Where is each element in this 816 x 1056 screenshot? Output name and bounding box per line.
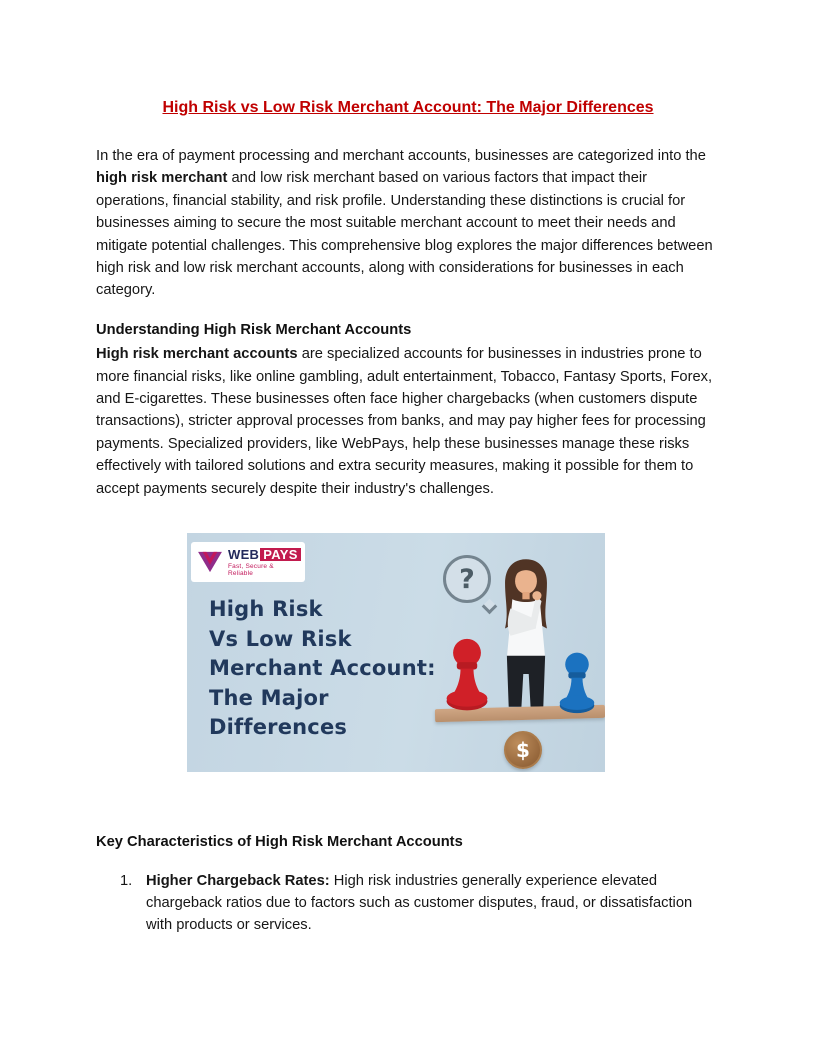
list-item-body: High risk industries generally experience elevated chargeback ratios due to factors such as customer disputes, fraud, or dissatisfaction with products or services. [146,872,693,934]
intro-paragraph [96,145,720,302]
logo-pays-text: PAYS [260,548,300,561]
section-understanding [96,319,720,500]
intro-text-pre: In the era of payment processing and merchant accounts, businesses are categorized into the [96,148,706,164]
banner-title [209,595,436,743]
characteristics-list [96,870,720,937]
list-item-number: 1. [120,872,133,889]
section-heading-understanding: Understanding High Risk Merchant Accounts [96,321,412,338]
understanding-bold-lead: High risk merchant accounts [96,346,298,363]
webpays-logo-icon [197,551,223,573]
dollar-coin-icon [504,731,542,769]
webpays-logo-text [228,548,301,577]
webpays-logo [191,542,305,582]
banner-title-line: Merchant Account: [209,656,436,681]
question-mark-icon: ? [459,563,475,595]
list-item-text [146,870,720,937]
logo-web-text: WEB [228,546,260,562]
banner-title-line: Differences [209,715,348,740]
page-title: High Risk vs Low Risk Merchant Account: The Major Differences [162,99,654,116]
banner-title-line: Vs Low Risk [209,626,352,651]
list-item-label: Higher Chargeback Rates: [146,872,330,889]
list-item [120,870,720,937]
intro-text-post: and low risk merchant based on various factors that impact their operations, financial stability, and risk profile. Understanding these distinctions is crucial for businesses aiming to secure the most suitable merchant account to meet their needs and mitigate potential challenges. This comprehensive blog explores the major differences between high risk and low risk merchant accounts, along with considerations for businesses in each category. [96,170,713,299]
blue-pawn-icon [553,651,601,717]
banner-title-line: The Major [209,685,329,710]
logo-tagline: Fast, Secure & Reliable [228,562,274,577]
section-heading-key-characteristics: Key Characteristics of High Risk Merchant Accounts [96,834,463,851]
merchant-account-banner-image [187,533,605,772]
understanding-paragraph [96,343,720,500]
banner-title-line: High Risk [209,597,323,622]
question-bubble [443,555,491,603]
red-pawn-icon [439,637,495,715]
dollar-sign: $ [516,738,530,763]
understanding-text: are specialized accounts for businesses in industries prone to more financial risks, like online gambling, adult entertainment, Tobacco, Fantasy Sports, Forex, and E-cigarettes. These businesses often face higher chargebacks (when customers dispute transactions), stricter approval processes from banks, and may pay higher fees for processing payments. Specialized providers, like WebPays, help these businesses manage these risks effectively with tailored solutions and extra security measures, making it possible for them to accept payments securely despite their industry's challenges. [96,346,713,497]
intro-bold-term: high risk merchant [96,170,228,187]
